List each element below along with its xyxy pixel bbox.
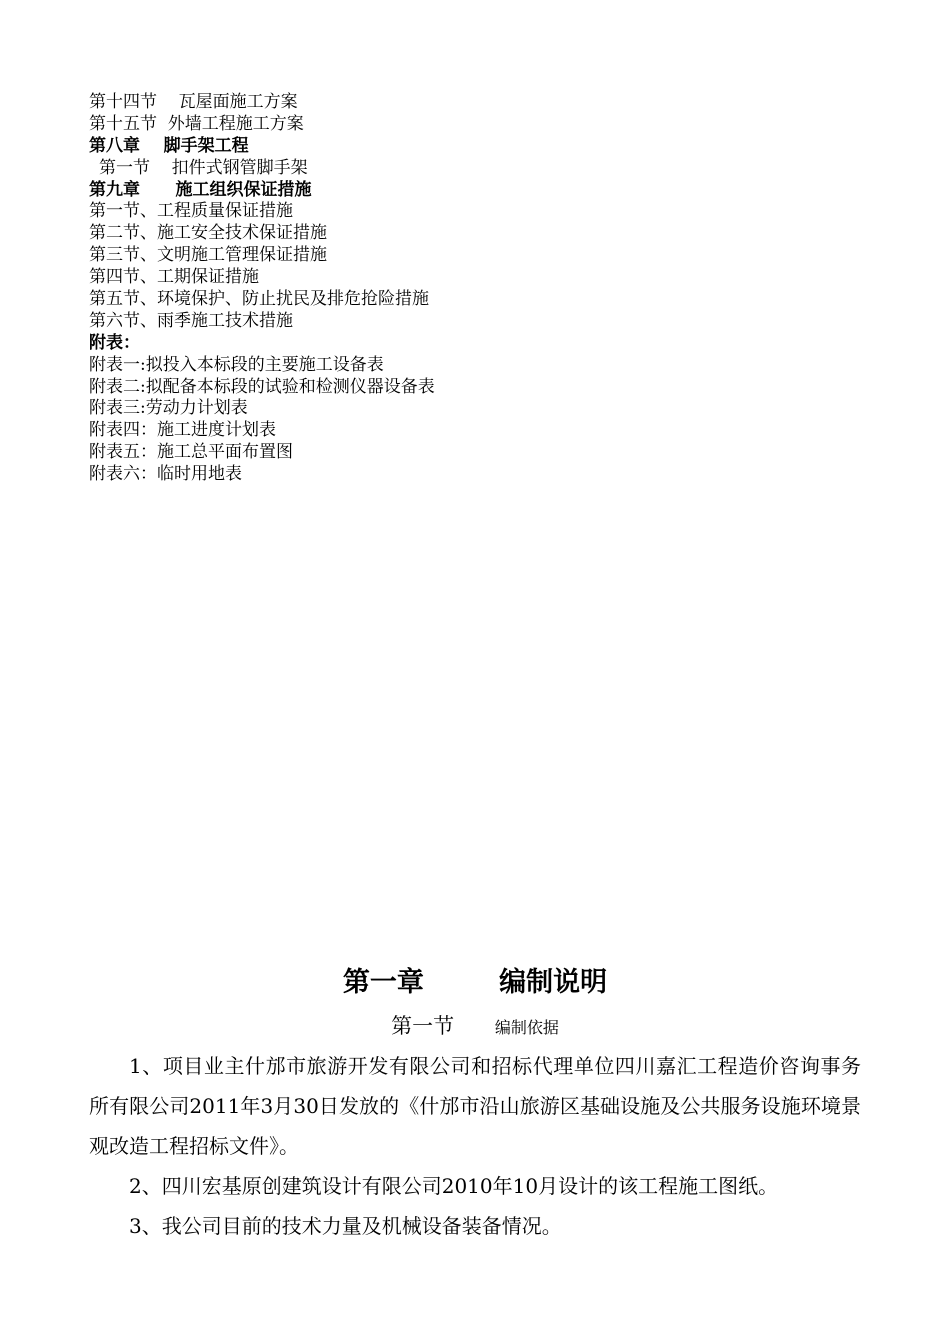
toc-item: 附表五：施工总平面布置图: [89, 442, 293, 463]
section-title: [0, 1009, 950, 1045]
toc-item: 第五节、环境保护、防止扰民及排危抢险措施: [89, 289, 429, 310]
toc-item: 第一节、工程质量保证措施: [89, 201, 293, 222]
body-text: [89, 1046, 861, 1246]
toc-item: 第十四节 瓦屋面施工方案: [89, 92, 298, 112]
toc-item: 附表三:劳动力计划表: [89, 398, 248, 419]
chapter-title: 第一章 编制说明: [342, 967, 608, 998]
toc-heading: 第八章 脚手架工程: [89, 135, 249, 156]
toc-item: 第三节、文明施工管理保证措施: [89, 245, 327, 266]
toc-item: 附表六：临时用地表: [89, 464, 242, 485]
toc-item: 第一节 扣件式钢管脚手架: [99, 157, 308, 178]
toc-item: 第十五节 外墙工程施工方案: [89, 113, 304, 134]
toc-heading: 附表：: [89, 332, 140, 353]
toc-item: 附表二:拟配备本标段的试验和检测仪器设备表: [89, 376, 435, 397]
toc-item: 第二节、施工安全技术保证措施: [89, 223, 327, 244]
toc-item: 附表四：施工进度计划表: [89, 420, 276, 441]
table-of-contents: [89, 92, 869, 486]
toc-item: 第四节、工期保证措施: [89, 267, 259, 288]
body-paragraph: 1、项目业主什邡市旅游开发有限公司和招标代理单位四川嘉汇工程造价咨询事务所有限公司2011年3月30日发放的《什邡市沿山旅游区基础设施及公共服务设施环境景观改造工程招标文件》。: [89, 1054, 861, 1158]
section-number: 第一节: [391, 1014, 455, 1038]
body-paragraph: 3、我公司目前的技术力量及机械设备装备情况。: [129, 1214, 562, 1238]
toc-item: 第六节、雨季施工技术措施: [89, 310, 293, 331]
section-name: 编制依据: [494, 1018, 559, 1037]
toc-item: 附表一:拟投入本标段的主要施工设备表: [89, 354, 384, 375]
toc-heading: 第九章 施工组织保证措施: [89, 179, 312, 200]
body-paragraph: 2、四川宏基原创建筑设计有限公司2010年10月设计的该工程施工图纸。: [129, 1174, 779, 1198]
